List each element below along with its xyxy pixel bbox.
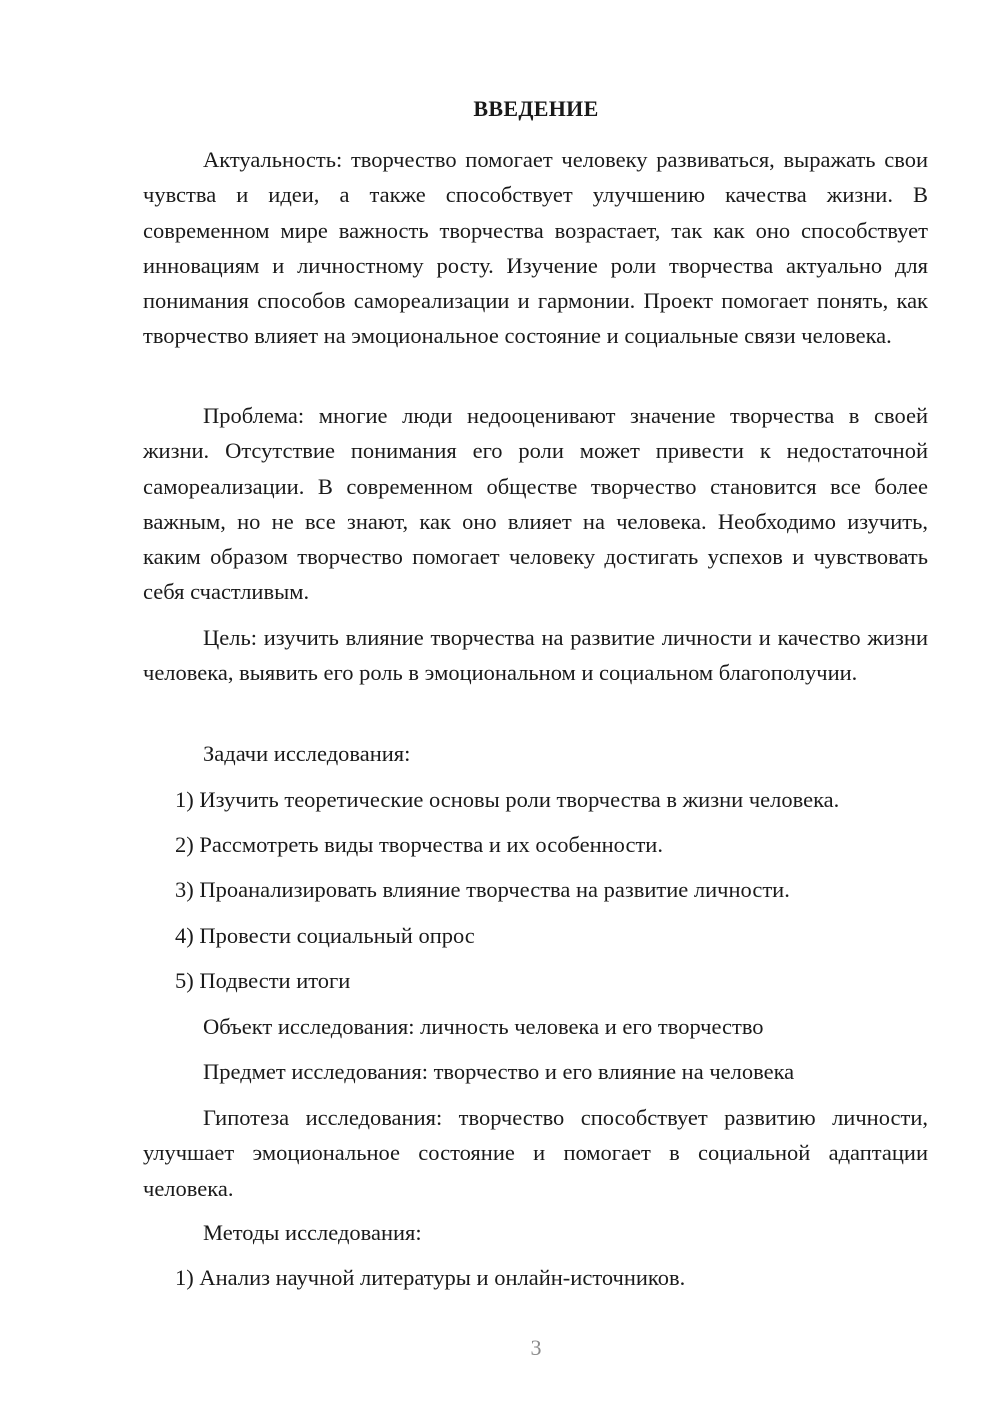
research-subject: Предмет исследования: творчество и его влияние на человека <box>203 1059 795 1084</box>
page-title: ВВЕДЕНИЕ <box>473 96 599 121</box>
task-item-4: 4) Провести социальный опрос <box>175 923 475 948</box>
hypothesis-paragraph: Гипотеза исследования: творчество способствует развитию личности, улучшает эмоциональное состояние и помогает в социальной адаптации человека. <box>143 1105 928 1201</box>
goal-paragraph: Цель: изучить влияние творчества на развитие личности и качество жизни человека, выявить его роль в эмоциональном и социальном благополучии. <box>143 625 928 686</box>
method-item-1: 1) Анализ научной литературы и онлайн-источников. <box>175 1265 686 1290</box>
task-item-5: 5) Подвести итоги <box>175 968 351 993</box>
tasks-heading: Задачи исследования: <box>203 741 411 766</box>
task-item-3: 3) Проанализировать влияние творчества на развитие личности. <box>175 877 790 902</box>
research-object: Объект исследования: личность человека и его творчество <box>203 1014 764 1039</box>
relevance-paragraph: Актуальность: творчество помогает человеку развиваться, выражать свои чувства и идеи, а также способствует улучшению качества жизни. В современном мире важность творчества возрастает, так как оно способствует инновациям и личностному росту. Изучение роли творчества актуально для понимания способов самореализации и гармонии. Проект помогает понять, как творчество влияет на эмоциональное состояние и социальные связи человека. <box>143 147 928 349</box>
page-number: 3 <box>530 1335 542 1360</box>
methods-heading: Методы исследования: <box>203 1220 422 1245</box>
task-item-2: 2) Рассмотреть виды творчества и их особенности. <box>175 832 663 857</box>
problem-paragraph: Проблема: многие люди недооценивают значение творчества в своей жизни. Отсутствие понимания его роли может привести к недостаточной самореализации. В современном обществе творчество становится все более важным, но не все знают, как оно влияет на человека. Необходимо изучить, каким образом творчество помогает человеку достигать успехов и чувствовать себя счастливым. <box>143 403 928 605</box>
task-item-1: 1) Изучить теоретические основы роли творчества в жизни человека. <box>175 787 840 812</box>
